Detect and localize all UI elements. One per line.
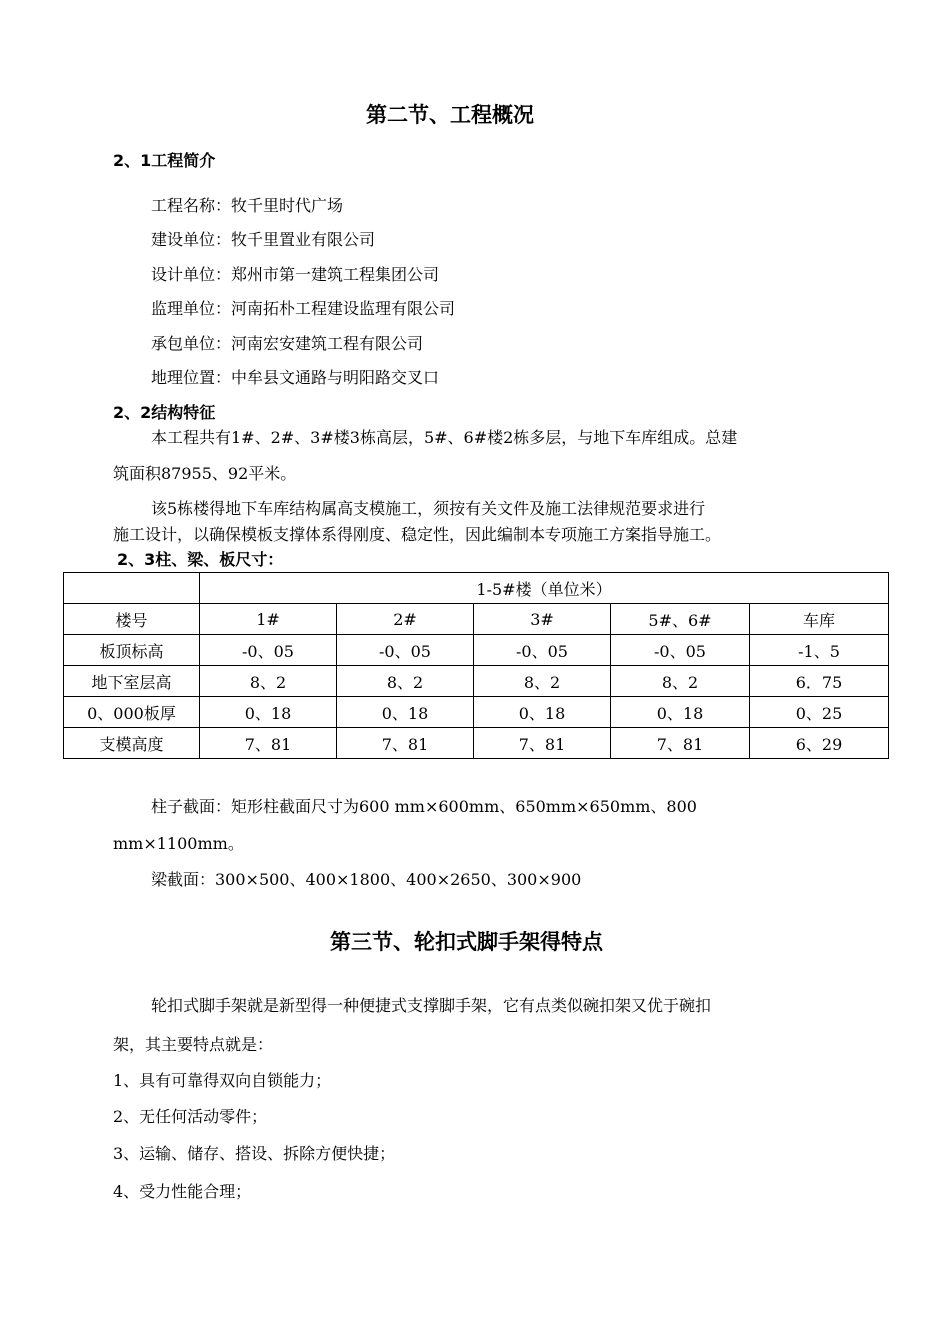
section-2-title: 第二节、工程概况 xyxy=(366,103,534,127)
table-cell: -0、05 xyxy=(611,635,750,666)
table-row xyxy=(64,635,889,666)
size-heading: 2、3柱、梁、板尺寸： xyxy=(117,550,284,569)
table-column-header: 5#、6# xyxy=(611,604,750,635)
table-header-row xyxy=(64,604,889,635)
structure-paragraph-1-line-2: 筑面积87955、92平米。 xyxy=(113,464,297,483)
structure-paragraph-2-line-2: 施工设计，以确保模板支撑体系得刚度、稳定性，因此编制本专项施工方案指导施工。 xyxy=(113,525,722,544)
table-cell: 8、2 xyxy=(474,666,611,697)
table-empty-corner xyxy=(64,573,200,604)
section-3-intro-line-2: 架，其主要特点就是： xyxy=(113,1035,274,1054)
table-cell: 0、18 xyxy=(611,697,750,728)
table-cell: 0、18 xyxy=(200,697,337,728)
column-section-line-1: 柱子截面：矩形柱截面尺寸为600 mm×600mm、650mm×650mm、800 xyxy=(151,797,697,816)
table-column-header: 2# xyxy=(337,604,474,635)
feature-item: 4、受力性能合理； xyxy=(113,1182,252,1201)
table-cell: 0、25 xyxy=(750,697,889,728)
section-3-intro-line-1: 轮扣式脚手架就是新型得一种便捷式支撑脚手架，它有点类似碗扣架又优于碗扣 xyxy=(151,996,712,1015)
table-cell: -1、5 xyxy=(750,635,889,666)
table-group-header-row xyxy=(64,573,889,604)
structure-heading: 2、2结构特征 xyxy=(113,403,216,422)
table-cell: -0、05 xyxy=(337,635,474,666)
section-3-title: 第三节、轮扣式脚手架得特点 xyxy=(330,930,603,954)
table-column-header: 车库 xyxy=(750,604,889,635)
feature-item: 1、具有可靠得双向自锁能力； xyxy=(113,1071,332,1090)
structure-paragraph-2-line-1: 该5栋楼得地下车库结构属高支模施工，须按有关文件及施工法律规范要求进行 xyxy=(151,499,706,518)
dimension-table xyxy=(63,572,889,759)
table-cell: 0、18 xyxy=(474,697,611,728)
info-project-name: 工程名称：牧千里时代广场 xyxy=(151,196,344,215)
table-column-header: 楼号 xyxy=(64,604,200,635)
column-section-line-2: mm×1100mm。 xyxy=(113,834,244,853)
table-row xyxy=(64,666,889,697)
table-cell: -0、05 xyxy=(200,635,337,666)
intro-heading: 2、1工程简介 xyxy=(113,151,216,170)
table-cell: 7、81 xyxy=(337,728,474,759)
info-developer: 建设单位：牧千里置业有限公司 xyxy=(151,230,376,249)
info-supervisor: 监理单位：河南拓朴工程建设监理有限公司 xyxy=(151,299,456,318)
table-column-header: 3# xyxy=(474,604,611,635)
info-contractor: 承包单位：河南宏安建筑工程有限公司 xyxy=(151,334,424,353)
table-row xyxy=(64,697,889,728)
info-location: 地理位置：中牟县文通路与明阳路交叉口 xyxy=(151,368,440,387)
table-cell: 7、81 xyxy=(200,728,337,759)
table-cell: 6、29 xyxy=(750,728,889,759)
table-cell: 0、000板厚 xyxy=(64,697,200,728)
table-cell: 8、2 xyxy=(200,666,337,697)
table-cell: 8、2 xyxy=(611,666,750,697)
beam-section-line: 梁截面：300×500、400×1800、400×2650、300×900 xyxy=(151,870,582,889)
info-designer: 设计单位：郑州市第一建筑工程集团公司 xyxy=(151,265,440,284)
table-cell: 支模高度 xyxy=(64,728,200,759)
table-cell: 地下室层高 xyxy=(64,666,200,697)
table-column-header: 1# xyxy=(200,604,337,635)
table-row xyxy=(64,728,889,759)
table-cell: 8、2 xyxy=(337,666,474,697)
feature-item: 3、运输、储存、搭设、拆除方便快捷； xyxy=(113,1144,396,1163)
table-cell: 7、81 xyxy=(611,728,750,759)
table-cell: 6．75 xyxy=(750,666,889,697)
feature-item: 2、无任何活动零件； xyxy=(113,1107,268,1126)
table-group-header: 1-5#楼（单位米） xyxy=(200,573,889,604)
structure-paragraph-1-line-1: 本工程共有1#、2#、3#楼3栋高层，5#、6#楼2栋多层，与地下车库组成。总建 xyxy=(151,428,738,447)
table-cell: -0、05 xyxy=(474,635,611,666)
table-cell: 0、18 xyxy=(337,697,474,728)
table-cell: 板顶标高 xyxy=(64,635,200,666)
table-cell: 7、81 xyxy=(474,728,611,759)
